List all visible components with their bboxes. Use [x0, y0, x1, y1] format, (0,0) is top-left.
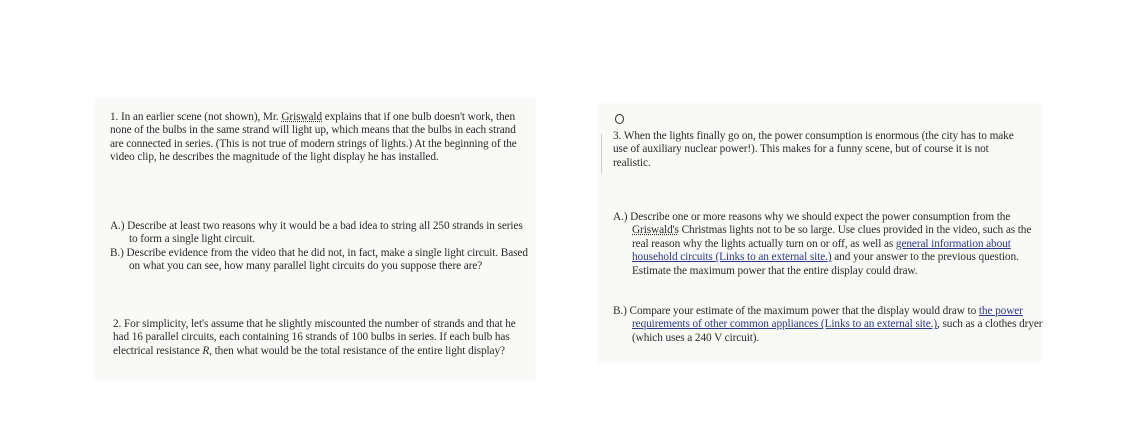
question-1a: [110, 220, 528, 247]
margin-bar: [601, 134, 602, 174]
household-circuits-link[interactable]: general information about household circuits (Links to an external site.): [632, 237, 1011, 264]
griswalds-name: Griswald's: [632, 224, 679, 237]
question-3b-text-2: , such as a clothes dryer (which uses a 240 V circuit).: [632, 318, 1043, 344]
question-3a-label: A.): [613, 211, 631, 223]
question-1b-text: Describe evidence from the video that he did not, in fact, make a single light circuit. Based on what you can see, how many parallel light circuits do you suppose there are?: [126, 246, 528, 273]
question-1a-text: Describe at least two reasons why it would be a bad idea to string all 250 strands in series to form a single light circuit.: [127, 220, 523, 246]
left-page: [95, 98, 535, 380]
question-3b: [613, 305, 1050, 345]
question-1-text-start: 1. In an earlier scene (not shown), Mr.: [110, 111, 282, 123]
griswald-name: Griswald: [281, 111, 322, 123]
circle-mark-icon: [615, 114, 624, 124]
question-3a-text-2: Christmas lights not to be so large. Use clues provided in the video, such as the real reason why the lights actually turn on or off, as well as: [632, 224, 1032, 250]
question-3-text: 3. When the lights finally go on, the power consumption is enormous (the city has to make use of auxiliary nuclear power!). This makes for a funny scene, but of course it is not realistic.: [613, 130, 1014, 169]
question-2-text-start: 2. For simplicity, let's assume that he slightly miscounted the number of strands and that he had 16 parallel circuits, each containing 16 strands of 100 bulbs in series. If each bulb has electrical resistance: [113, 318, 516, 357]
question-2-text-end: , then what would be the total resistance of the entire light display?: [209, 344, 505, 357]
appliance-power-link[interactable]: the power requirements of other common appliances (Links to an external site.): [632, 305, 1023, 331]
question-3: [613, 130, 1028, 170]
question-1b-label: B.): [110, 246, 127, 259]
question-3a-text-1: Describe one or more reasons why we should expect the power consumption from the: [630, 211, 1011, 223]
question-3b-text-1: Compare your estimate of the maximum power that the display would draw to: [629, 305, 979, 317]
question-3a-text-3: and your answer to the previous question. Estimate the maximum power that the entire display could draw.: [632, 251, 1019, 277]
question-3a: [613, 211, 1050, 278]
right-page: [598, 104, 1041, 362]
resistance-symbol: R: [202, 344, 210, 357]
question-1b: [110, 247, 528, 274]
question-1-subparts: [110, 220, 528, 274]
question-1a-label: A.): [110, 220, 128, 232]
question-3b-label: B.): [613, 305, 630, 317]
question-2: [113, 318, 523, 358]
question-1-text-end: explains that if one bulb doesn't work, then none of the bulbs in the same strand will light up, which means that the bulbs in each strand are connected in series. (This is not true of modern strings of lights.) At the beginning of the video clip, he describes the magnitude of the light display he has installed.: [110, 111, 517, 164]
question-1: [110, 111, 520, 165]
